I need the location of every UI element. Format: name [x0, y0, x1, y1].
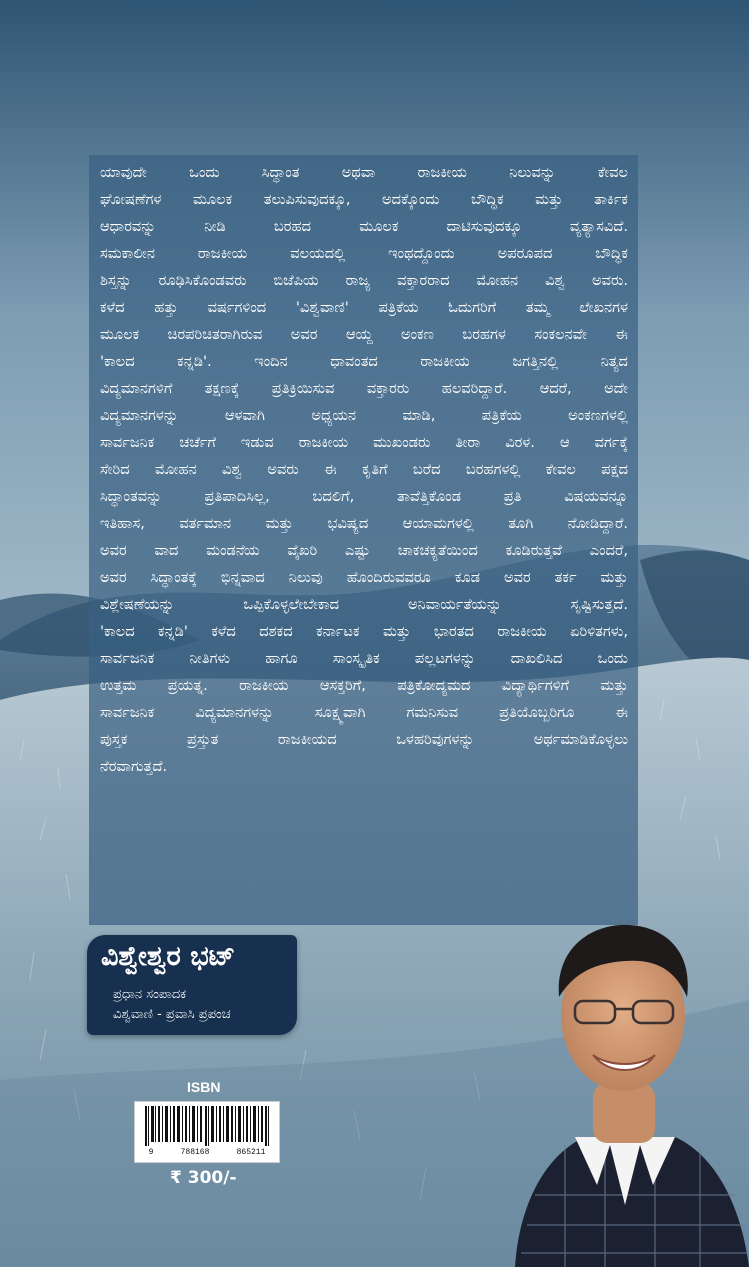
blurb-line: ಸಾರ್ವಜನಿಕ ಚರ್ಚೆಗೆ ಇಡುವ ರಾಜಕೀಯ ಮುಖಂಡರು ತೀರಾ ವಿರಳ. ಆ ವರ್ಗಕ್ಕೆ [100, 434, 628, 451]
blurb-line: ಆಧಾರವನ್ನು ನೀಡಿ ಬರಹದ ಮೂಲಕ ದಾಟಿಸುವುದಕ್ಕೂ ವ್ಯತ್ಯಾಸವಿದೆ. [100, 218, 628, 235]
barcode [134, 1101, 280, 1163]
blurb-line: ಪುಸ್ತಕ ಪ್ರಸ್ತುತ ರಾಜಕೀಯದ ಒಳಹರಿವುಗಳನ್ನು ಅರ್ಥಮಾಡಿಕೊಳ್ಳಲು [100, 731, 628, 748]
blurb-line: ಸಮಕಾಲೀನ ರಾಜಕೀಯ ವಲಯದಲ್ಲಿ ಇಂಥದ್ದೊಂದು ಅಪರೂಪದ ಬೌದ್ಧಿಕ [100, 245, 628, 262]
barcode-digit-group: 9 [148, 1148, 154, 1157]
blurb-line: ವಿಶ್ಲೇಷಣೆಯನ್ನು ಒಪ್ಪಿಕೊಳ್ಳಲೇಬೇಕಾದ ಅನಿವಾರ್ಯತೆಯನ್ನು ಸೃಷ್ಟಿಸುತ್ತದೆ. [100, 596, 628, 613]
barcode-icon [145, 1106, 269, 1146]
blurb-line: ಶಿಸ್ತನ್ನು ರೂಢಿಸಿಕೊಂಡವರು ಬಿಜೆಪಿಯ ರಾಜ್ಯ ವಕ್ತಾರರಾದ ಮೋಹನ ವಿಶ್ವ ಅವರು. [100, 272, 628, 289]
author-plate [87, 935, 297, 1035]
blurb-line: ವಿದ್ಯಮಾನಗಳನ್ನು ಆಳವಾಗಿ ಅಧ್ಯಯನ ಮಾಡಿ, ಪತ್ರಿಕೆಯ ಅಂಕಣಗಳಲ್ಲಿ [100, 407, 628, 424]
blurb-line: ಇತಿಹಾಸ, ವರ್ತಮಾನ ಮತ್ತು ಭವಿಷ್ಯದ ಆಯಾಮಗಳಲ್ಲಿ ತೂಗಿ ನೋಡಿದ್ದಾರೆ. [100, 515, 628, 532]
price: ₹ 300/- [170, 1168, 237, 1188]
blurb-line: ಉತ್ತಮ ಪ್ರಯತ್ನ. ರಾಜಕೀಯ ಆಸಕ್ತರಿಗೆ, ಪತ್ರಿಕೋದ್ಯಮದ ವಿದ್ಯಾರ್ಥಿಗಳಿಗೆ ಮತ್ತು [100, 677, 628, 694]
author-organization: ವಿಶ್ವವಾಣಿ - ಪ್ರವಾಸಿ ಪ್ರಪಂಚ [113, 1007, 231, 1022]
blurb-line: ಸಿದ್ಧಾಂತವನ್ನು ಪ್ರತಿಪಾದಿಸಿಲ್ಲ, ಬದಲಿಗೆ, ತಾವೆತ್ತಿಕೊಂಡ ಪ್ರತಿ ವಿಷಯವನ್ನೂ [100, 488, 628, 505]
blurb-line: 'ಕಾಲದ ಕನ್ನಡಿ' ಕಳೆದ ದಶಕದ ಕರ್ನಾಟಕ ಮತ್ತು ಭಾರತದ ರಾಜಕೀಯ ಏರಿಳಿತಗಳು, [100, 623, 628, 640]
blurb-line: ಯಾವುದೇ ಒಂದು ಸಿದ್ಧಾಂತ ಅಥವಾ ರಾಜಕೀಯ ನಿಲುವನ್ನು ಕೇವಲ [100, 164, 628, 181]
barcode-digit-group: 865211 [236, 1148, 266, 1157]
blurb-panel [89, 155, 638, 925]
blurb-line: ಸಾರ್ವಜನಿಕ ವಿದ್ಯಮಾನಗಳನ್ನು ಸೂಕ್ಷ್ಮವಾಗಿ ಗಮನಿಸುವ ಪ್ರತಿಯೊಬ್ಬರಿಗೂ ಈ [100, 704, 628, 721]
blurb-line: ಮೂಲಕ ಚಿರಪರಿಚಿತರಾಗಿರುವ ಅವರ ಆಯ್ದ ಅಂಕಣ ಬರಹಗಳ ಸಂಕಲನವೇ ಈ [100, 326, 628, 343]
author-role: ಪ್ರಧಾನ ಸಂಪಾದಕ [113, 987, 187, 1002]
barcode-digit-group: 788168 [180, 1148, 210, 1157]
blurb-line: ವಿದ್ಯಮಾನಗಳಿಗೆ ತಕ್ಷಣಕ್ಕೆ ಪ್ರತಿಕ್ರಿಯಿಸುವ ವಕ್ತಾರರು ಹಲವರಿದ್ದಾರೆ. ಆದರೆ, ಅದೇ [100, 380, 628, 397]
blurb-line: ಸಾರ್ವಜನಿಕ ನೀತಿಗಳು ಹಾಗೂ ಸಾಂಸ್ಕೃತಿಕ ಪಲ್ಲಟಗಳನ್ನು ದಾಖಲಿಸಿದ ಒಂದು [100, 650, 628, 667]
blurb-line: ಅವರ ಸಿದ್ಧಾಂತಕ್ಕೆ ಭಿನ್ನವಾದ ನಿಲುವು ಹೊಂದಿರುವವರೂ ಕೂಡ ಅವರ ತರ್ಕ ಮತ್ತು [100, 569, 628, 586]
blurb-line: ಘೋಷಣೆಗಳ ಮೂಲಕ ತಲುಪಿಸುವುದಕ್ಕೂ, ಅದಕ್ಕೊಂದು ಬೌದ್ಧಿಕ ಮತ್ತು ತಾರ್ಕಿಕ [100, 191, 628, 208]
blurb-line: ಅವರ ವಾದ ಮಂಡನೆಯ ವೈಖರಿ ಎಷ್ಟು ಚಾಕಚಕ್ಯತೆಯಿಂದ ಕೂಡಿರುತ್ತವೆ ಎಂದರೆ, [100, 542, 628, 559]
blurb-line: ಕಳೆದ ಹತ್ತು ವರ್ಷಗಳಿಂದ 'ವಿಶ್ವವಾಣಿ' ಪತ್ರಿಕೆಯ ಓದುಗರಿಗೆ ತಮ್ಮ ಲೇಖನಗಳ [100, 299, 628, 316]
isbn-label: ISBN [187, 1079, 221, 1095]
barcode-digits [135, 1148, 279, 1157]
author-portrait [505, 905, 749, 1267]
blurb-line: ನೆರವಾಗುತ್ತದೆ. [100, 758, 168, 775]
blurb-line: 'ಕಾಲದ ಕನ್ನಡಿ'. ಇಂದಿನ ಧಾವಂತದ ರಾಜಕೀಯ ಜಗತ್ತಿನಲ್ಲಿ ನಿತ್ಯದ [100, 353, 628, 370]
author-name: ವಿಶ್ವೇಶ್ವರ ಭಟ್ [101, 941, 236, 972]
blurb-line: ಸೇರಿದ ಮೋಹನ ವಿಶ್ವ ಅವರು ಈ ಕೃತಿಗೆ ಬರೆದ ಬರಹಗಳಲ್ಲಿ ಕೇವಲ ಪಕ್ಷದ [100, 461, 628, 478]
